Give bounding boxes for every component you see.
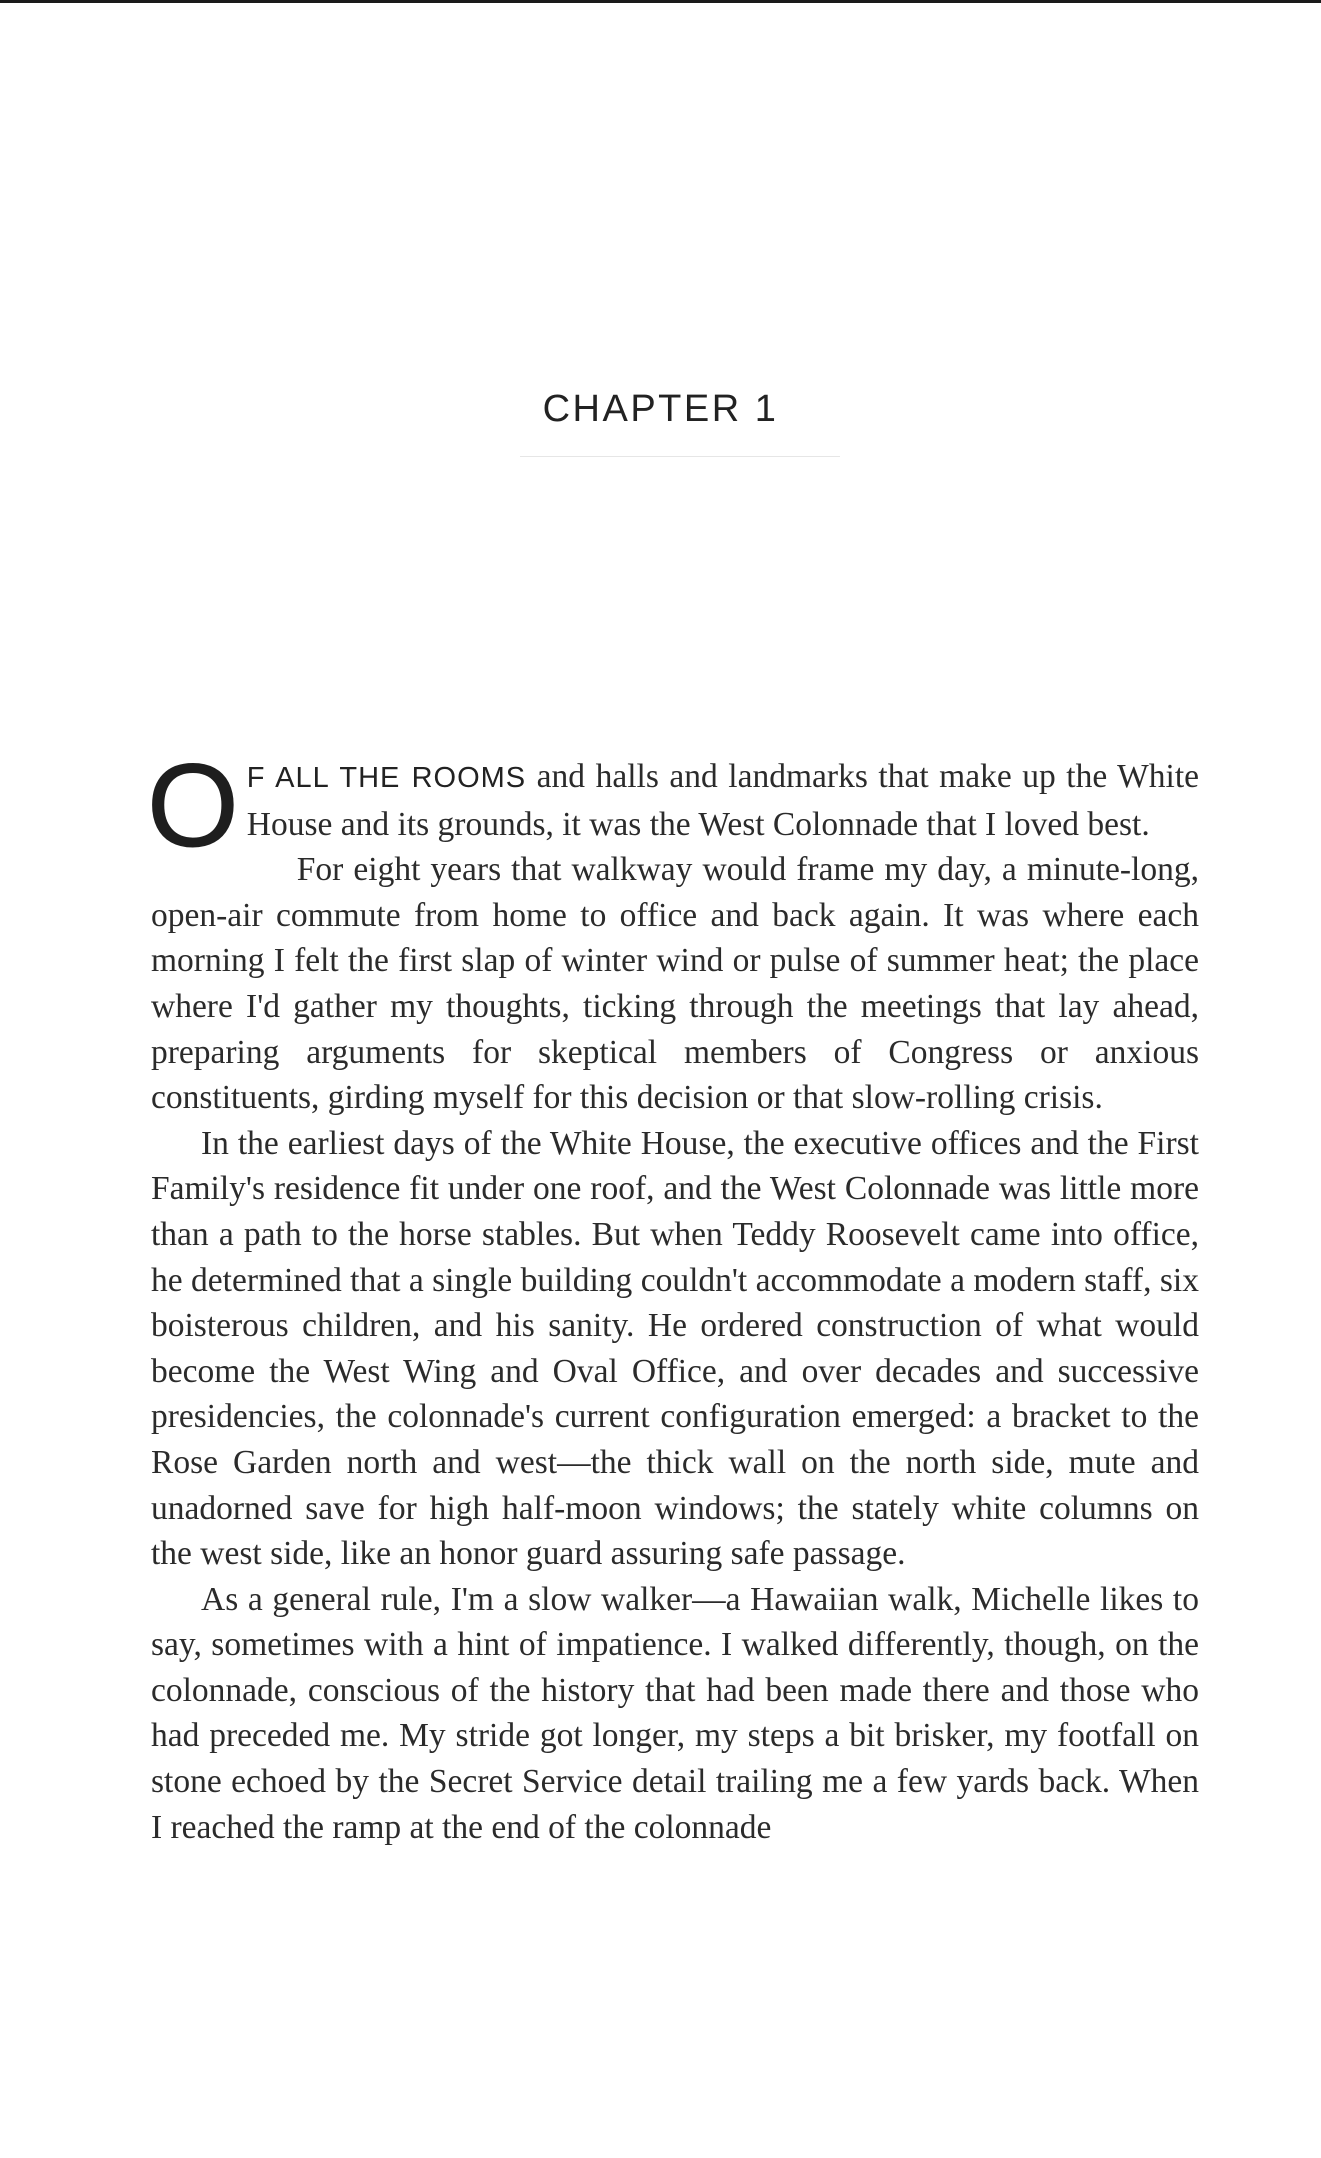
chapter-divider: [520, 456, 840, 457]
paragraph: For eight years that walkway would frame my day, a minute-long, open-air commute from home to office and back again. It was where each morning I felt the first slap of winter wind or pulse of summer heat; the place where I'd gather my thoughts, ticking through the meetings that lay ahead, preparing arguments for skeptical members of Congress or anxious constituents, girding myself for this decision or that slow-rolling crisis.: [151, 851, 1199, 1117]
opening-paragraph: [147, 740, 1199, 872]
paragraph: In the earliest days of the White House, the executive offices and the First Family's residence fit under one roof, and the West Colonnade was little more than a path to the horse stables. But when Teddy Roosevelt came into office, he determined that a single building couldn't accommodate a modern staff, six boisterous children, and his sanity. He ordered construction of what would become the West Wing and Oval Office, and over decades and successive presidencies, the colonnade's current configuration emerged: a bracket to the Rose Garden north and west—the thick wall on the north side, mute and unadorned save for high half-moon windows; the stately white columns on the west side, like an honor guard assuring safe passage.: [151, 1124, 1199, 1573]
opening-text: and halls and landmarks that make up the White House and its grounds, it was the West Colonnade that I loved best.: [246, 758, 1199, 843]
lead-in-caps: F ALL THE ROOMS: [246, 762, 527, 794]
body-text: [147, 740, 1199, 1850]
drop-cap: O: [147, 740, 239, 872]
paragraph: As a general rule, I'm a slow walker—a Hawaiian walk, Michelle likes to say, sometimes with a hint of impatience. I walked differently, though, on the colonnade, conscious of the history that had been made there and those who had preceded me. My stride got longer, my steps a bit brisker, my footfall on stone echoed by the Secret Service detail trailing me a few yards back. When I reached the ramp at the end of the colonnade: [151, 1580, 1199, 1846]
top-rule: [0, 0, 1321, 3]
chapter-heading: CHAPTER 1: [542, 388, 779, 430]
